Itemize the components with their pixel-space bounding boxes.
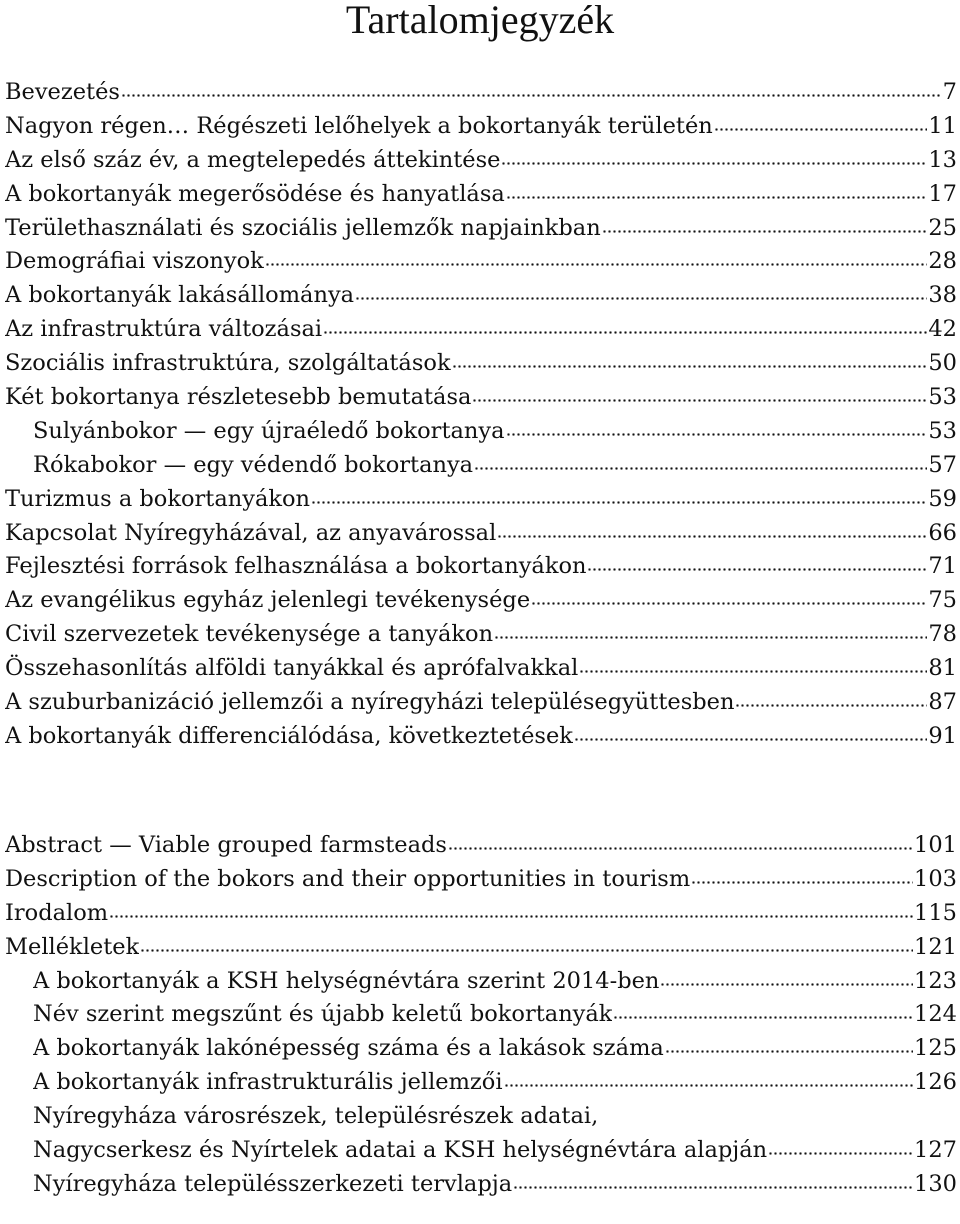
toc-dot-leader [472,382,927,404]
toc-entry-title: Nagycserkesz és Nyírtelek adatai a KSH helységnévtára alapján [33,1137,768,1164]
toc-page-number: 127 [914,1137,957,1164]
toc-dot-leader [513,1169,913,1191]
toc-entry[interactable] [5,313,957,347]
toc-dot-leader [121,77,942,99]
toc-entry-title: Név szerint megszűnt és újabb keletű bokortanyák [33,1001,613,1028]
toc-entry-title: Összehasonlítás alföldi tanyákkal és aprófalvakkal [5,655,579,682]
toc-entry-title: Nyíregyháza településszerkezeti tervlapja [33,1170,513,1197]
toc-entry[interactable] [5,863,957,897]
toc-page-number: 53 [928,384,957,411]
toc-page-number: 125 [914,1035,957,1062]
toc-dot-leader [323,314,927,336]
toc-entry-title: A bokortanyák differenciálódása, következtetések [5,722,573,749]
toc-page-number: 38 [928,282,957,309]
toc-page-number: 7 [942,79,957,105]
toc-dot-leader [613,999,913,1021]
toc-page-number: 78 [928,621,957,648]
toc-entry[interactable] [5,829,957,863]
toc-dot-leader [735,687,927,709]
toc-entry[interactable] [5,347,957,381]
toc-page-number: 57 [928,451,957,478]
toc-entry-title: Turizmus a bokortanyákon [5,485,311,512]
toc-page-number: 66 [928,519,957,546]
toc-page-number: 91 [928,722,957,749]
toc-page-number: 101 [914,832,957,858]
toc-dot-leader [140,932,913,954]
toc-entry[interactable] [5,110,957,144]
toc-entry-title: Bevezetés [5,79,120,105]
toc-dot-leader [474,450,927,472]
toc-entry[interactable] [5,178,957,212]
toc-dot-leader [311,484,927,506]
toc-dot-leader [768,1135,913,1157]
toc-page-number: 103 [914,865,957,892]
toc-dot-leader [501,145,927,167]
toc-entry-title: A bokortanyák a KSH helységnévtára szerint 2014-ben [33,967,660,994]
toc-entry-title: A szuburbanizáció jellemzői a nyíregyházi településegyüttesben [5,689,735,716]
toc-entry-title: A bokortanyák infrastrukturális jellemzői [33,1069,503,1096]
toc-dot-leader [506,179,928,201]
toc-dot-leader [660,966,913,988]
toc-entry-title: Kapcsolat Nyíregyházával, az anyavárossal [5,519,497,546]
toc-entry-title: Nagyon régen… Régészeti lelőhelyek a bokortanyák területén [5,112,713,139]
toc-entry-title: Abstract — Viable grouped farmsteads [5,832,447,858]
toc-dot-leader [497,518,927,540]
toc-dot-leader [714,111,928,133]
toc-page-number: 17 [928,180,957,207]
toc-page-number: 126 [914,1069,957,1096]
toc-entry[interactable] [5,279,957,313]
toc-dot-leader [265,246,928,268]
toc-page-number: 121 [914,933,957,960]
toc-entry-title: Területhasználati és szociális jellemzők napjainkban [5,214,601,241]
toc-entry-title: Description of the bokors and their opportunities in tourism [5,865,691,892]
toc-page-number: 11 [928,112,957,139]
toc-group-appendix [5,829,957,1202]
toc-entry-title: Rókabokor — egy védendő bokortanya [33,451,474,478]
toc-dot-leader [574,721,927,743]
toc-page-number: 50 [928,350,957,377]
toc-dot-leader [494,619,927,641]
toc-entry[interactable] [5,931,957,965]
toc-page-number: 123 [914,967,957,994]
toc-dot-leader [665,1033,913,1055]
toc-entry-title: Az evangélikus egyház jelenlegi tevékenysége [5,587,531,614]
toc-page-number: 42 [928,316,957,343]
toc-entry-title: A bokortanyák lakásállománya [5,282,355,309]
toc-dot-leader [448,830,913,852]
toc-dot-leader [691,864,913,886]
toc-page-number: 115 [914,899,957,926]
toc-entry-title: Demográfiai viszonyok [5,248,264,275]
toc-page-number: 124 [914,1001,957,1028]
toc-subentry[interactable] [5,998,957,1032]
toc-subentry[interactable] [5,965,957,999]
toc-entry[interactable] [5,652,957,686]
toc-page-number: 28 [928,248,957,275]
toc-entry-title: Sulyánbokor — egy újraéledő bokortanya [33,417,505,444]
toc-dot-leader [531,585,927,607]
toc-entry-title: Irodalom [5,899,109,926]
toc-entry[interactable] [5,76,957,110]
toc-page-number: 59 [928,485,957,512]
toc-subentry[interactable] [5,1134,957,1168]
toc-page-number: 130 [914,1170,957,1197]
toc-dot-leader [579,653,927,675]
toc-dot-leader [452,348,928,370]
toc-subentry[interactable] [5,1100,957,1134]
toc-entry[interactable] [5,144,957,178]
toc-entry-title: A bokortanyák megerősödése és hanyatlása [5,180,505,207]
toc-entry[interactable] [5,381,957,415]
toc-entry[interactable] [5,517,957,551]
toc-dot-leader [355,280,927,302]
toc-entry[interactable] [5,584,957,618]
toc-entry-title: Két bokortanya részletesebb bemutatása [5,384,472,411]
toc-page-number: 81 [928,655,957,682]
toc-dot-leader [506,416,928,438]
toc-entry-title: A bokortanyák lakónépesség száma és a lakások száma [33,1035,664,1062]
toc-entry-title: Szociális infrastruktúra, szolgáltatások [5,350,451,377]
toc-entry-title: Az infrastruktúra változásai [5,316,323,343]
toc-page-number: 25 [928,214,957,241]
toc-entry[interactable] [5,686,957,720]
toc-page-number: 87 [928,689,957,716]
toc-entry-title: Civil szervezetek tevékenysége a tanyákon [5,621,494,648]
page-title: Tartalomjegyzék [345,0,615,42]
toc-dot-leader [109,898,913,920]
toc-subentry[interactable] [5,1032,957,1066]
toc-entry[interactable] [5,483,957,517]
toc-subentry[interactable] [5,1168,957,1202]
toc-entry[interactable] [5,618,957,652]
toc-page-number: 13 [928,146,957,173]
toc-entry[interactable] [5,245,957,279]
toc-subentry[interactable] [5,415,957,449]
toc-dot-leader [602,213,928,235]
toc-group-main [5,76,957,754]
toc-dot-leader [587,551,927,573]
toc-subentry[interactable] [5,1066,957,1100]
toc-entry[interactable] [5,897,957,931]
toc-entry[interactable] [5,720,957,754]
toc-page-number: 75 [928,587,957,614]
toc-entry-title: Nyíregyháza városrészek, településrészek adatai, [33,1103,599,1130]
toc-page-number: 53 [928,417,957,444]
toc-entry-title: Fejlesztési források felhasználása a bokortanyákon [5,553,587,580]
toc-page-number: 71 [928,553,957,580]
toc-entry[interactable] [5,550,957,584]
toc-subentry[interactable] [5,449,957,483]
toc-entry-title: Mellékletek [5,933,140,960]
toc-entry-title: Az első száz év, a megtelepedés áttekintése [5,146,501,173]
toc-dot-leader [504,1067,914,1089]
toc-entry[interactable] [5,212,957,246]
